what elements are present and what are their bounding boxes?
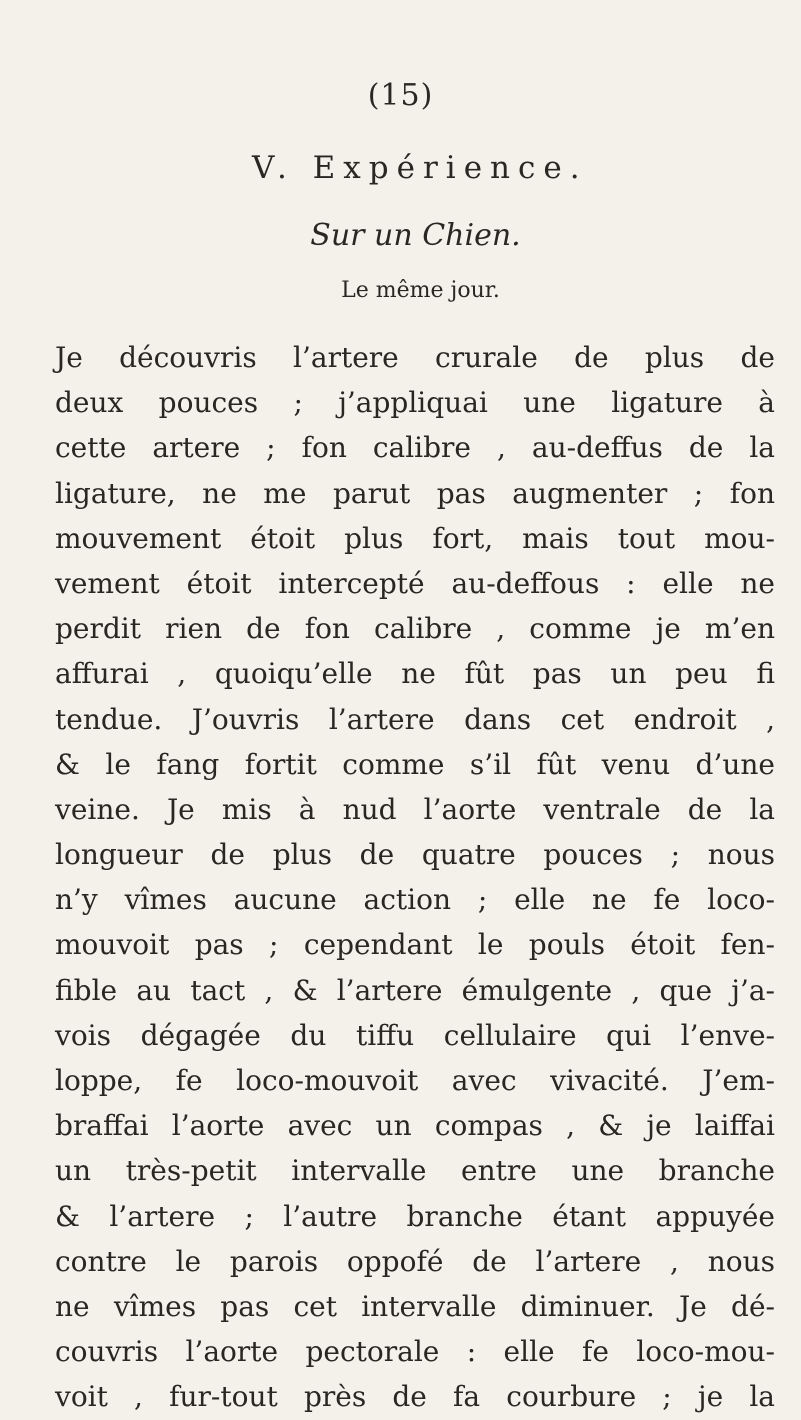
text-line: vement étoit intercepté au-deffous : elle ne bbox=[55, 566, 775, 600]
text-line: tendue. J’ouvris l’artere dans cet endroit , bbox=[55, 702, 775, 736]
text-line: braffai l’aorte avec un compas , & je laiffai bbox=[55, 1109, 775, 1143]
text-line: Je découvris l’artere crurale de plus de bbox=[55, 341, 775, 374]
text-line: perdit rien de fon calibre , comme je m’en bbox=[55, 612, 775, 646]
body-text bbox=[55, 335, 775, 1420]
text-line: mouvoit pas ; cependant le pouls étoit fen- bbox=[55, 928, 775, 962]
text-line: ne vîmes pas cet intervalle diminuer. Je dé- bbox=[55, 1289, 775, 1323]
text-line: un très-petit intervalle entre une branche bbox=[55, 1154, 775, 1188]
text-line: voit , fur-tout près de fa courbure ; je la bbox=[55, 1380, 775, 1414]
text-line: deux pouces ; j’appliquai une ligature à bbox=[55, 386, 775, 420]
page-number: (15) bbox=[367, 78, 434, 113]
text-line: mouvement étoit plus fort, mais tout mou- bbox=[55, 521, 775, 555]
section-subtitle: Sur un Chien. bbox=[310, 218, 521, 253]
text-line: n’y vîmes aucune action ; elle ne fe loco- bbox=[55, 883, 775, 917]
text-line: loppe, fe loco-mouvoit avec vivacité. J’em- bbox=[55, 1064, 775, 1097]
text-line: veine. Je mis à nud l’aorte ventrale de la bbox=[55, 792, 775, 826]
text-line: couvris l’aorte pectorale : elle fe loco-mou- bbox=[55, 1335, 775, 1369]
text-line: & l’artere ; l’autre branche étant appuyée bbox=[55, 1199, 775, 1233]
section-heading: V. Expérience. bbox=[252, 150, 588, 186]
date-line: Le même jour. bbox=[341, 278, 500, 303]
text-line: fible au tact , & l’artere émulgente , que j’a- bbox=[55, 973, 775, 1007]
text-line: & le fang fortit comme s’il fût venu d’une bbox=[55, 747, 775, 781]
text-line: cette artere ; fon calibre , au-deffus de la bbox=[55, 431, 775, 465]
text-line: vois dégagée du tiffu cellulaire qui l’enve- bbox=[55, 1018, 775, 1052]
text-line: ligature, ne me parut pas augmenter ; fon bbox=[55, 476, 775, 510]
text-line: longueur de plus de quatre pouces ; nous bbox=[55, 838, 775, 872]
text-line: affurai , quoiqu’elle ne fût pas un peu fi bbox=[55, 657, 775, 691]
text-line: contre le parois oppofé de l’artere , nous bbox=[55, 1244, 775, 1278]
